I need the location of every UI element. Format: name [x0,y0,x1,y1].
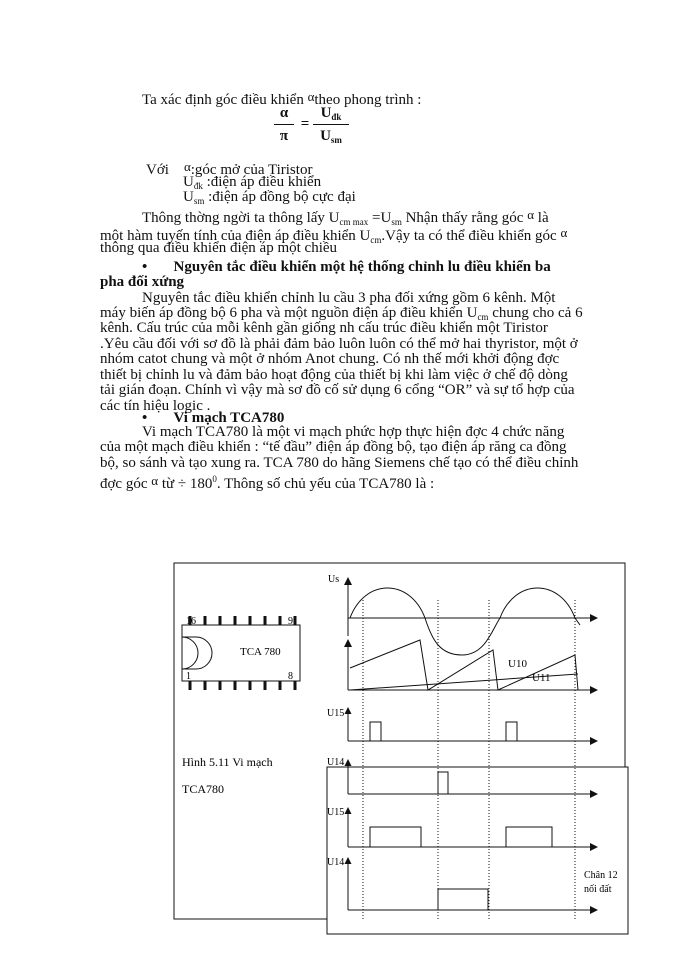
ic-label: TCA 780 [240,646,281,658]
pin-8-label: 8 [288,671,293,682]
formula-denominator-right: $U_{sm}$ [320,128,342,145]
paragraph-2-line-1: Nguyên tắc điều khiển chỉnh lu cầu 3 pha đối xứng gồm 6 kênh. Một [142,290,556,306]
paragraph-1-line-1: Thông thờng ngời ta thông lấy $U_{cm max} =U_{sm}$ Nhận thấy rằng góc α là [142,207,549,227]
pin-1-label: 1 [186,671,191,682]
formula-numerator-right: $U_{đk}$ [320,105,342,122]
u15-top-pulses [370,722,517,741]
paragraph-2-line-6: thiết bị chỉnh lu và đảm bảo hoạt động của thiết bị khi làm việc ở chế độ dòng [100,367,568,383]
bullet: • [142,259,148,275]
alpha-symbol: α [307,89,315,104]
pin-12-note-line-2: nối đất [584,884,612,895]
pin-16-label: 16 [186,616,196,627]
formula-denominator-left: π [279,128,289,144]
paragraph-2-line-5: nhóm catot chung và một ở nhóm Anot chung. Có nh thế mới khởi động đợc [100,351,560,367]
u10-label: U10 [508,658,527,670]
heading-control-principle: • Nguyên tắc điều khiển một hệ thống chỉnh lu điều khiển ba [142,259,551,275]
paragraph-2-line-2: máy biến áp đồng bộ 6 pha và một nguồn điện áp điều khiển $U_{cm}$ chung cho cả 6 [100,305,583,322]
u14-bottom-label: U14 [327,857,345,868]
paragraph-2-line-7: tải gián đoạn. Chính vì vậy mà sơ đồ cố sử dụng 6 cổng “OR” và sự tổ hợp của [100,382,575,398]
u15-bottom-label: U15 [327,807,345,818]
pin-9-label: 9 [288,616,293,627]
paragraph-3-line-3: bộ, so sánh và tạo xung ra. TCA 780 do hãng Siemens chế tạo có thể điều chỉnh [100,455,579,471]
paragraph-3-line-1: Vi mạch TCA780 là một vi mạch phức hợp thực hiện đợc 4 chức năng [142,424,565,440]
formula-numerator-left: α [279,105,289,121]
paragraph-1-line-2: một hàm tuyến tính của điện áp điều khiển $U_{cm}.Vậy$ ta có thể điều khiển góc α [100,225,568,245]
us-label: Us [328,574,340,585]
definition-usm: $U_{sm}$ :điện áp đồng bộ cực đại [183,189,356,206]
bullet: • [142,410,148,426]
paragraph-3-line-2: của một mạch điều khiển : “tế đầu” điện áp đồng bộ, tạo điện áp răng ca đồng [100,439,567,455]
ic-chip [182,616,300,690]
intro-line: Ta xác định góc điều khiển αtheo phong trình : [142,89,422,108]
u15-top-label: U15 [327,708,345,719]
figure-caption-line-1: Hình 5.11 Vi mạch [182,755,273,769]
figure-caption-line-2: TCA780 [182,782,224,796]
paragraph-2-line-3: kênh. Cấu trúc của mỗi kênh gần giống nh cấu trúc điều khiển một Tiristor [100,320,548,336]
u11-label: U11 [532,672,551,684]
u14-top-label: U14 [327,757,345,768]
definition-alpha: Với α:góc mở của Tiristor [146,159,313,178]
heading-tca780: • Vi mạch TCA780 [142,410,285,426]
paragraph-3-line-4: đợc góc α từ ÷ $180^0$. Thông số chủ yếu của TCA780 là : [100,473,435,492]
formula-equals: = [300,116,310,132]
figure-lower-frame [327,767,628,934]
paragraph-2-line-4: .Yêu cầu đối với sơ đồ là phải đảm bảo luôn luôn có thể mở hai thyristor, một ở [100,336,578,352]
sync-voltage-waveform [350,588,580,655]
paragraph-2-line-8: các tín hiệu logic . [100,398,211,414]
heading-control-principle-cont: pha đối xứng [100,274,185,290]
paragraph-1-line-3: thông qua điều khiển điện áp một chiều [100,240,338,256]
pin-12-note-line-1: Chân 12 [584,870,618,881]
definition-udk: $U_{đk}$ :điện áp điều khiển [183,174,322,191]
